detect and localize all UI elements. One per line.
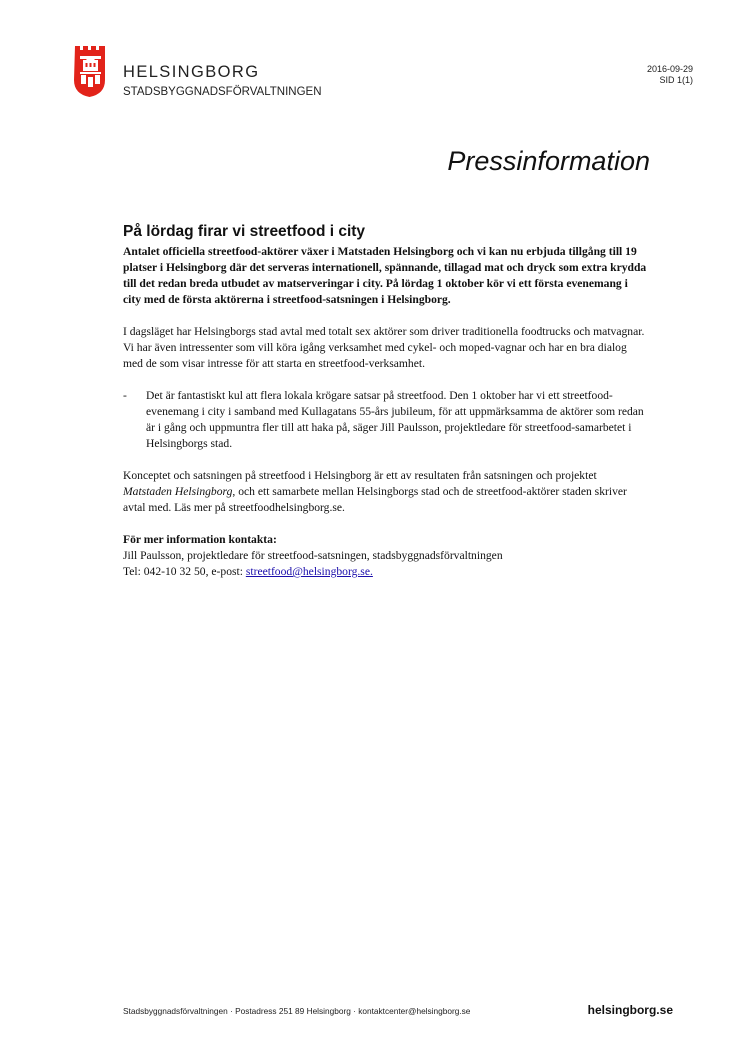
article-quote [123,388,647,452]
quote-text: Det är fantastiskt kul att flera lokala krögare satsar på streetfood. Den 1 oktober har vi ett streetfood-evenemang i city i samband med Kullagatans 55-års jubileum, för att uppmärksamma de aktörer som redan är i gång och uppmuntra fler till att haka på, säger Jill Paulsson, projektledare för streetfood-samarbetet i Helsingborgs stad. [146,389,644,450]
contact-email-link[interactable]: streetfood@helsingborg.se. [245,565,373,578]
paragraph-text-end: , och ett samarbete mellan Helsingborgs stad och de streetfood-aktörer staden skriver avtal med. Läs mer på streetfoodhelsingborg.se. [123,485,627,514]
org-name: HELSINGBORG [123,63,260,81]
contact-tel: Tel: 042-10 32 50, e-post: [123,565,246,578]
paragraph-text-start: Konceptet och satsningen på streetfood i Helsingborg är ett av resultaten från satsningen och projektet [123,469,597,482]
article-lead: Antalet officiella streetfood-aktörer växer i Matstaden Helsingborg och vi kan nu erbjuda tillgång till 19 platser i Helsingborg där det serveras internationell, spännande, tillagad mat och dryck som extra krydda till det redan breda utbudet av matserveringar i city. På lördag 1 oktober kör vi ett första evenemang i city med de första aktörerna i streetfood-satsningen i Helsingborg. [123,245,647,306]
contact-tel-line [123,564,647,580]
helsingborg-crest-icon [74,44,107,98]
page-number: SID 1(1) [659,75,693,85]
footer-address: Stadsbyggnadsförvaltningen · Postadress 251 89 Helsingborg · kontaktcenter@helsingborg.se [123,1006,471,1016]
article-paragraph: I dagsläget har Helsingborgs stad avtal med totalt sex aktörer som driver traditionella foodtrucks och matvagnar. Vi har även intressenter som vill köra igång verksamhet med cykel- och moped-vagnar och har en bra dialog med de som visar intresse för att starta en streetfood-verksamhet. [123,325,645,370]
article-body [123,222,647,580]
contact-person: Jill Paulsson, projektledare för streetfood-satsningen, stadsbyggnadsförvaltningen [123,549,503,562]
department-name: STADSBYGGNADSFÖRVALTNINGEN [123,86,322,98]
contact-heading: För mer information kontakta: [123,533,277,546]
document-date: 2016-09-29 [646,64,693,74]
quote-dash: - [123,389,127,402]
project-name: Matstaden Helsingborg [123,485,233,498]
article-paragraph-concept [123,468,647,516]
document-meta [647,64,693,86]
footer-site-link[interactable]: helsingborg.se [587,1003,673,1017]
article-headline: På lördag firar vi streetfood i city [123,223,366,240]
contact-block [123,532,647,580]
document-type-title: Pressinformation [447,146,650,176]
